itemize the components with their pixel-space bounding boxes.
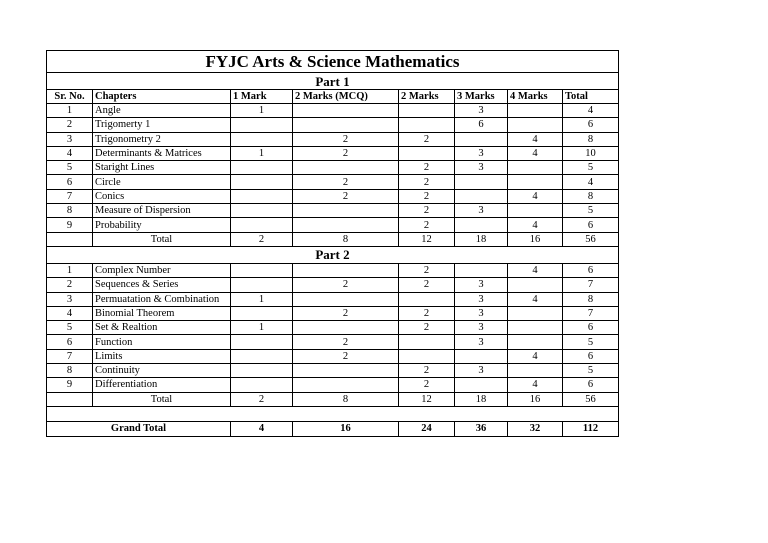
chapter-name: Circle	[93, 175, 231, 189]
table-cell: 1	[47, 104, 93, 118]
column-header: 3 Marks	[455, 90, 508, 104]
table-cell	[231, 218, 293, 232]
table-cell	[293, 218, 399, 232]
title-row	[47, 51, 619, 73]
table-cell	[231, 349, 293, 363]
table-cell	[231, 118, 293, 132]
total-cell: 16	[508, 232, 563, 246]
total-cell: 18	[455, 392, 508, 406]
table-cell	[231, 189, 293, 203]
table-cell: 2	[399, 263, 455, 277]
table-row	[47, 278, 619, 292]
table-cell: 2	[293, 132, 399, 146]
table-cell	[399, 118, 455, 132]
table-cell	[399, 335, 455, 349]
table-row	[47, 378, 619, 392]
table-cell	[231, 364, 293, 378]
table-cell: 6	[455, 118, 508, 132]
grand-total-cell: 36	[455, 421, 508, 436]
chapter-name: Trigomerty 1	[93, 118, 231, 132]
marks-table	[46, 50, 619, 437]
table-cell: 5	[563, 364, 619, 378]
table-cell	[293, 292, 399, 306]
table-cell: 2	[399, 204, 455, 218]
total-cell: 12	[399, 392, 455, 406]
table-row	[47, 104, 619, 118]
table-cell	[293, 161, 399, 175]
table-cell	[455, 378, 508, 392]
total-cell: 2	[231, 232, 293, 246]
table-cell: 6	[47, 335, 93, 349]
column-header: Sr. No.	[47, 90, 93, 104]
column-header: 4 Marks	[508, 90, 563, 104]
table-cell: 2	[293, 189, 399, 203]
table-cell: 4	[563, 104, 619, 118]
table-cell: 8	[47, 204, 93, 218]
table-row	[47, 364, 619, 378]
table-cell: 4	[508, 292, 563, 306]
table-cell: 2	[293, 146, 399, 160]
part-label: Part 1	[47, 73, 619, 90]
table-cell: 7	[47, 349, 93, 363]
table-cell: 3	[455, 292, 508, 306]
table-cell: 2	[399, 306, 455, 320]
table-cell: 4	[508, 218, 563, 232]
table-cell	[455, 189, 508, 203]
chapter-name: Conics	[93, 189, 231, 203]
grand-total-cell: 24	[399, 421, 455, 436]
table-cell: 4	[508, 378, 563, 392]
table-cell: 1	[231, 321, 293, 335]
total-cell: 8	[293, 392, 399, 406]
table-cell: 5	[563, 204, 619, 218]
table-cell	[455, 263, 508, 277]
table-cell: 3	[455, 364, 508, 378]
chapter-name: Continuity	[93, 364, 231, 378]
chapter-name: Sequences & Series	[93, 278, 231, 292]
grand-total-row	[47, 421, 619, 436]
table-cell: 8	[563, 132, 619, 146]
table-cell	[399, 349, 455, 363]
table-cell: 1	[231, 104, 293, 118]
table-cell: 6	[47, 175, 93, 189]
total-cell: 56	[563, 392, 619, 406]
chapter-name: Trigonometry 2	[93, 132, 231, 146]
chapter-name: Binomial Theorem	[93, 306, 231, 320]
table-cell: 2	[399, 161, 455, 175]
table-cell	[508, 278, 563, 292]
chapter-name: Staright Lines	[93, 161, 231, 175]
table-row	[47, 161, 619, 175]
chapter-name: Function	[93, 335, 231, 349]
table-cell: 5	[563, 335, 619, 349]
table-cell	[455, 349, 508, 363]
table-cell: 4	[508, 132, 563, 146]
table-cell	[293, 118, 399, 132]
table-cell: 3	[455, 278, 508, 292]
table-row	[47, 132, 619, 146]
table-row	[47, 335, 619, 349]
table-cell: 3	[455, 104, 508, 118]
table-cell: 3	[455, 161, 508, 175]
table-cell	[293, 321, 399, 335]
table-cell: 2	[293, 335, 399, 349]
table-cell: 2	[293, 278, 399, 292]
table-cell: 6	[563, 118, 619, 132]
table-cell	[231, 132, 293, 146]
table-cell	[508, 204, 563, 218]
table-cell: 8	[47, 364, 93, 378]
table-row	[47, 146, 619, 160]
chapter-name: Complex Number	[93, 263, 231, 277]
chapter-name: Differentiation	[93, 378, 231, 392]
table-cell: 6	[563, 378, 619, 392]
table-row	[47, 118, 619, 132]
table-cell: 1	[47, 263, 93, 277]
table-cell	[231, 263, 293, 277]
table-cell	[455, 175, 508, 189]
table-cell	[399, 104, 455, 118]
table-cell: 6	[563, 321, 619, 335]
table-cell: 9	[47, 218, 93, 232]
table-cell: 8	[563, 189, 619, 203]
total-cell: 12	[399, 232, 455, 246]
total-cell: 8	[293, 232, 399, 246]
total-cell	[47, 392, 93, 406]
total-row	[47, 232, 619, 246]
table-cell: 2	[399, 175, 455, 189]
table-row	[47, 321, 619, 335]
table-cell: 1	[231, 146, 293, 160]
table-cell	[508, 104, 563, 118]
total-label: Total	[93, 392, 231, 406]
part-header-row	[47, 73, 619, 90]
table-cell	[231, 335, 293, 349]
table-cell	[508, 306, 563, 320]
part-label: Part 2	[47, 246, 619, 263]
table-cell: 7	[47, 189, 93, 203]
table-cell	[231, 161, 293, 175]
table-row	[47, 292, 619, 306]
table-cell: 4	[563, 175, 619, 189]
table-cell	[399, 292, 455, 306]
table-cell: 7	[563, 278, 619, 292]
table-cell	[231, 204, 293, 218]
table-cell: 2	[293, 306, 399, 320]
chapter-name: Set & Realtion	[93, 321, 231, 335]
table-cell: 7	[563, 306, 619, 320]
table-cell: 2	[293, 349, 399, 363]
spacer-row	[47, 406, 619, 421]
table-row	[47, 349, 619, 363]
spacer-cell	[47, 406, 619, 421]
table-cell: 3	[455, 306, 508, 320]
table-cell	[508, 321, 563, 335]
table-cell: 5	[47, 161, 93, 175]
table-cell: 2	[399, 364, 455, 378]
table-cell: 2	[293, 175, 399, 189]
table-cell: 4	[508, 263, 563, 277]
table-row	[47, 218, 619, 232]
chapter-name: Permuatation & Combination	[93, 292, 231, 306]
table-cell: 2	[399, 132, 455, 146]
table-cell: 3	[455, 321, 508, 335]
table-cell	[399, 146, 455, 160]
table-cell	[231, 378, 293, 392]
chapter-name: Probability	[93, 218, 231, 232]
table-row	[47, 175, 619, 189]
table-cell: 2	[399, 278, 455, 292]
table-row	[47, 204, 619, 218]
table-cell: 4	[508, 189, 563, 203]
table-cell: 2	[47, 118, 93, 132]
total-cell: 18	[455, 232, 508, 246]
table-cell: 9	[47, 378, 93, 392]
table-cell: 4	[47, 306, 93, 320]
grand-total-cell: 4	[231, 421, 293, 436]
table-cell	[231, 175, 293, 189]
grand-total-cell: 16	[293, 421, 399, 436]
table-cell: 6	[563, 218, 619, 232]
chapter-name: Determinants & Matrices	[93, 146, 231, 160]
chapter-name: Limits	[93, 349, 231, 363]
table-cell	[293, 378, 399, 392]
table-cell: 3	[47, 132, 93, 146]
table-cell	[508, 118, 563, 132]
table-cell	[293, 204, 399, 218]
total-cell: 2	[231, 392, 293, 406]
grand-total-cell: 112	[563, 421, 619, 436]
column-header: 1 Mark	[231, 90, 293, 104]
grand-total-label: Grand Total	[47, 421, 231, 436]
table-cell	[508, 335, 563, 349]
table-cell: 2	[47, 278, 93, 292]
table-cell	[508, 364, 563, 378]
total-label: Total	[93, 232, 231, 246]
table-cell: 2	[399, 189, 455, 203]
table-row	[47, 263, 619, 277]
table-cell: 10	[563, 146, 619, 160]
table-row	[47, 189, 619, 203]
chapter-name: Angle	[93, 104, 231, 118]
chapter-name: Measure of Dispersion	[93, 204, 231, 218]
table-cell: 6	[563, 263, 619, 277]
grand-total-cell: 32	[508, 421, 563, 436]
table-cell	[293, 104, 399, 118]
column-header-row	[47, 90, 619, 104]
table-cell: 8	[563, 292, 619, 306]
column-header: Total	[563, 90, 619, 104]
table-cell: 4	[508, 349, 563, 363]
total-cell: 16	[508, 392, 563, 406]
column-header: 2 Marks	[399, 90, 455, 104]
table-cell: 4	[508, 146, 563, 160]
column-header: 2 Marks (MCQ)	[293, 90, 399, 104]
table-cell: 5	[563, 161, 619, 175]
table-cell	[293, 364, 399, 378]
total-row	[47, 392, 619, 406]
total-cell	[47, 232, 93, 246]
table-cell: 3	[455, 146, 508, 160]
table-cell: 5	[47, 321, 93, 335]
table-cell: 2	[399, 378, 455, 392]
table-cell	[455, 132, 508, 146]
table-cell: 6	[563, 349, 619, 363]
document-title: FYJC Arts & Science Mathematics	[47, 51, 619, 73]
part-header-row	[47, 246, 619, 263]
table-cell: 3	[47, 292, 93, 306]
table-cell	[293, 263, 399, 277]
table-cell	[231, 278, 293, 292]
table-cell: 2	[399, 321, 455, 335]
table-cell: 1	[231, 292, 293, 306]
table-cell: 2	[399, 218, 455, 232]
table-cell: 4	[47, 146, 93, 160]
table-row	[47, 306, 619, 320]
table-cell	[231, 306, 293, 320]
table-cell	[455, 218, 508, 232]
table-cell	[508, 161, 563, 175]
table-cell: 3	[455, 204, 508, 218]
table-cell	[508, 175, 563, 189]
column-header: Chapters	[93, 90, 231, 104]
table-cell: 3	[455, 335, 508, 349]
total-cell: 56	[563, 232, 619, 246]
